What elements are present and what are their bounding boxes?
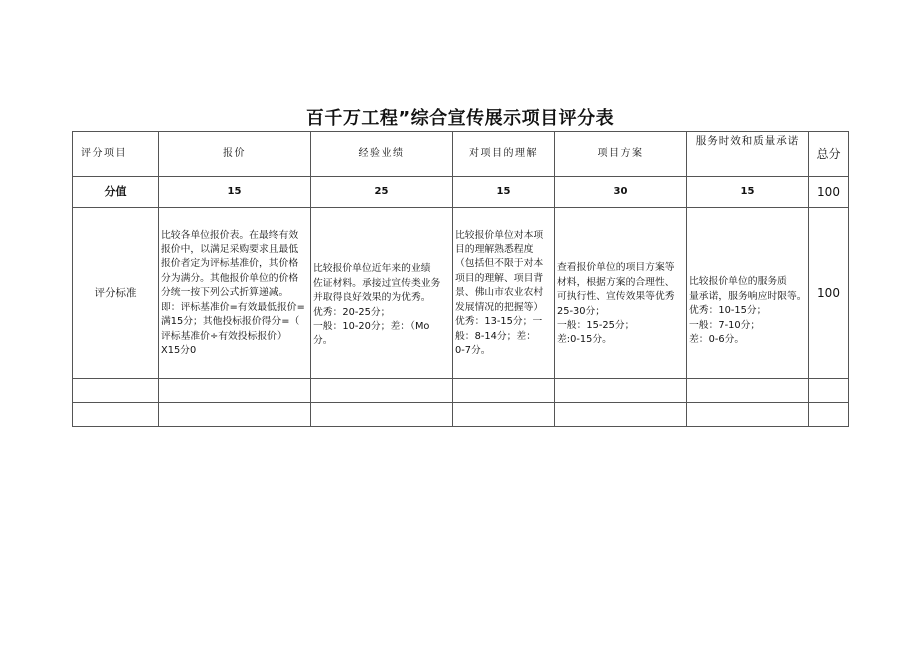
empty-cell xyxy=(73,379,159,403)
criteria-line: 一般：7-10分； xyxy=(689,319,761,331)
criteria-price xyxy=(159,208,311,379)
header-understanding: 对项目的理解 xyxy=(453,132,555,177)
criteria-line: 目的理解熟悉程度 xyxy=(455,244,534,256)
criteria-line: 差：0-6分。 xyxy=(689,334,745,346)
empty-cell xyxy=(555,403,687,427)
criteria-row xyxy=(73,208,849,379)
criteria-line: 优秀：13-15分；一 xyxy=(455,316,543,328)
empty-cell xyxy=(73,403,159,427)
criteria-label: 评分标准 xyxy=(73,208,159,379)
criteria-line: 发展情况的把握等） xyxy=(455,301,544,313)
criteria-line: 满15分；其他投标报价得分=（ xyxy=(161,316,300,328)
criteria-total: 100 xyxy=(809,208,849,379)
criteria-line: 项目的理解、项目背 xyxy=(455,272,544,284)
criteria-line: 报价中，以满足采购要求且最低 xyxy=(161,244,299,256)
header-total: 总分 xyxy=(809,132,849,177)
criteria-line: 量承诺，服务响应时限等。 xyxy=(689,290,807,302)
empty-row-2 xyxy=(73,403,849,427)
scoring-table xyxy=(72,131,849,427)
header-item: 评分项目 xyxy=(73,132,159,177)
value-label: 分值 xyxy=(73,177,159,208)
criteria-line: X15分0 xyxy=(161,344,197,356)
criteria-line: 报价者定为评标基准价，其价格 xyxy=(161,258,299,270)
value-service: 15 xyxy=(687,177,809,208)
criteria-line: 可执行性、宣传效果等优秀 xyxy=(557,291,675,303)
criteria-line: 评标基准价÷有效投标报价） xyxy=(161,330,287,342)
criteria-line: 并取得良好效果的为优秀。 xyxy=(313,292,431,304)
criteria-experience xyxy=(311,208,453,379)
criteria-line: 一般：10-20分；差：（Mo xyxy=(313,320,430,332)
criteria-line: 分。 xyxy=(313,335,333,347)
criteria-service-text xyxy=(687,274,808,347)
value-plan: 30 xyxy=(555,177,687,208)
empty-cell xyxy=(809,403,849,427)
criteria-line: （包括但不限于对本 xyxy=(455,258,544,270)
criteria-line: 材料，根据方案的合理性、 xyxy=(557,276,675,288)
criteria-plan-text xyxy=(555,260,686,347)
criteria-line: 一般：15-25分； xyxy=(557,319,635,331)
empty-cell xyxy=(159,403,311,427)
empty-cell xyxy=(311,379,453,403)
criteria-experience-text xyxy=(311,261,452,348)
empty-cell xyxy=(159,379,311,403)
header-row xyxy=(73,132,849,177)
empty-cell xyxy=(687,379,809,403)
value-price: 15 xyxy=(159,177,311,208)
header-price: 报价 xyxy=(159,132,311,177)
criteria-understanding xyxy=(453,208,555,379)
value-total: 100 xyxy=(809,177,849,208)
criteria-line: 优秀：20-25分； xyxy=(313,306,391,318)
empty-row-1 xyxy=(73,379,849,403)
empty-cell xyxy=(687,403,809,427)
criteria-line: 比较各单位报价表。在最终有效 xyxy=(161,229,299,241)
criteria-price-text xyxy=(159,228,310,359)
criteria-line: 比较报价单位近年来的业绩 xyxy=(313,263,431,275)
value-experience: 25 xyxy=(311,177,453,208)
criteria-line: 分统一按下列公式折算递减。 xyxy=(161,287,289,299)
empty-cell xyxy=(311,403,453,427)
criteria-line: 优秀：10-15分； xyxy=(689,305,767,317)
criteria-line: 25-30分； xyxy=(557,305,606,317)
empty-cell xyxy=(555,379,687,403)
value-row xyxy=(73,177,849,208)
criteria-understanding-text xyxy=(453,228,554,359)
page-title: 百千万工程”综合宣传展示项目评分表 xyxy=(305,108,615,129)
empty-cell xyxy=(809,379,849,403)
header-plan: 项目方案 xyxy=(555,132,687,177)
criteria-line: 比较报价单位的服务质 xyxy=(689,276,787,288)
criteria-line: 景、佛山市农业农村 xyxy=(455,287,544,299)
criteria-line: 即：评标基准价=有效最低报价= xyxy=(161,301,305,313)
empty-cell xyxy=(453,403,555,427)
criteria-line: 0-7分。 xyxy=(455,344,491,356)
header-experience: 经验业绩 xyxy=(311,132,453,177)
criteria-line: 般：8-14分；差： xyxy=(455,330,537,342)
criteria-line: 查看报价单位的项目方案等 xyxy=(557,262,675,274)
criteria-line: 比较报价单位对本项 xyxy=(455,229,544,241)
criteria-line: 佐证材料。承接过宣传类业务 xyxy=(313,277,441,289)
criteria-service xyxy=(687,208,809,379)
criteria-plan xyxy=(555,208,687,379)
empty-cell xyxy=(453,379,555,403)
criteria-line: 分为满分。其他报价单位的价格 xyxy=(161,272,299,284)
header-service: 服务时效和质量承诺 xyxy=(687,132,809,177)
criteria-line: 差:0-15分。 xyxy=(557,334,612,346)
value-understanding: 15 xyxy=(453,177,555,208)
